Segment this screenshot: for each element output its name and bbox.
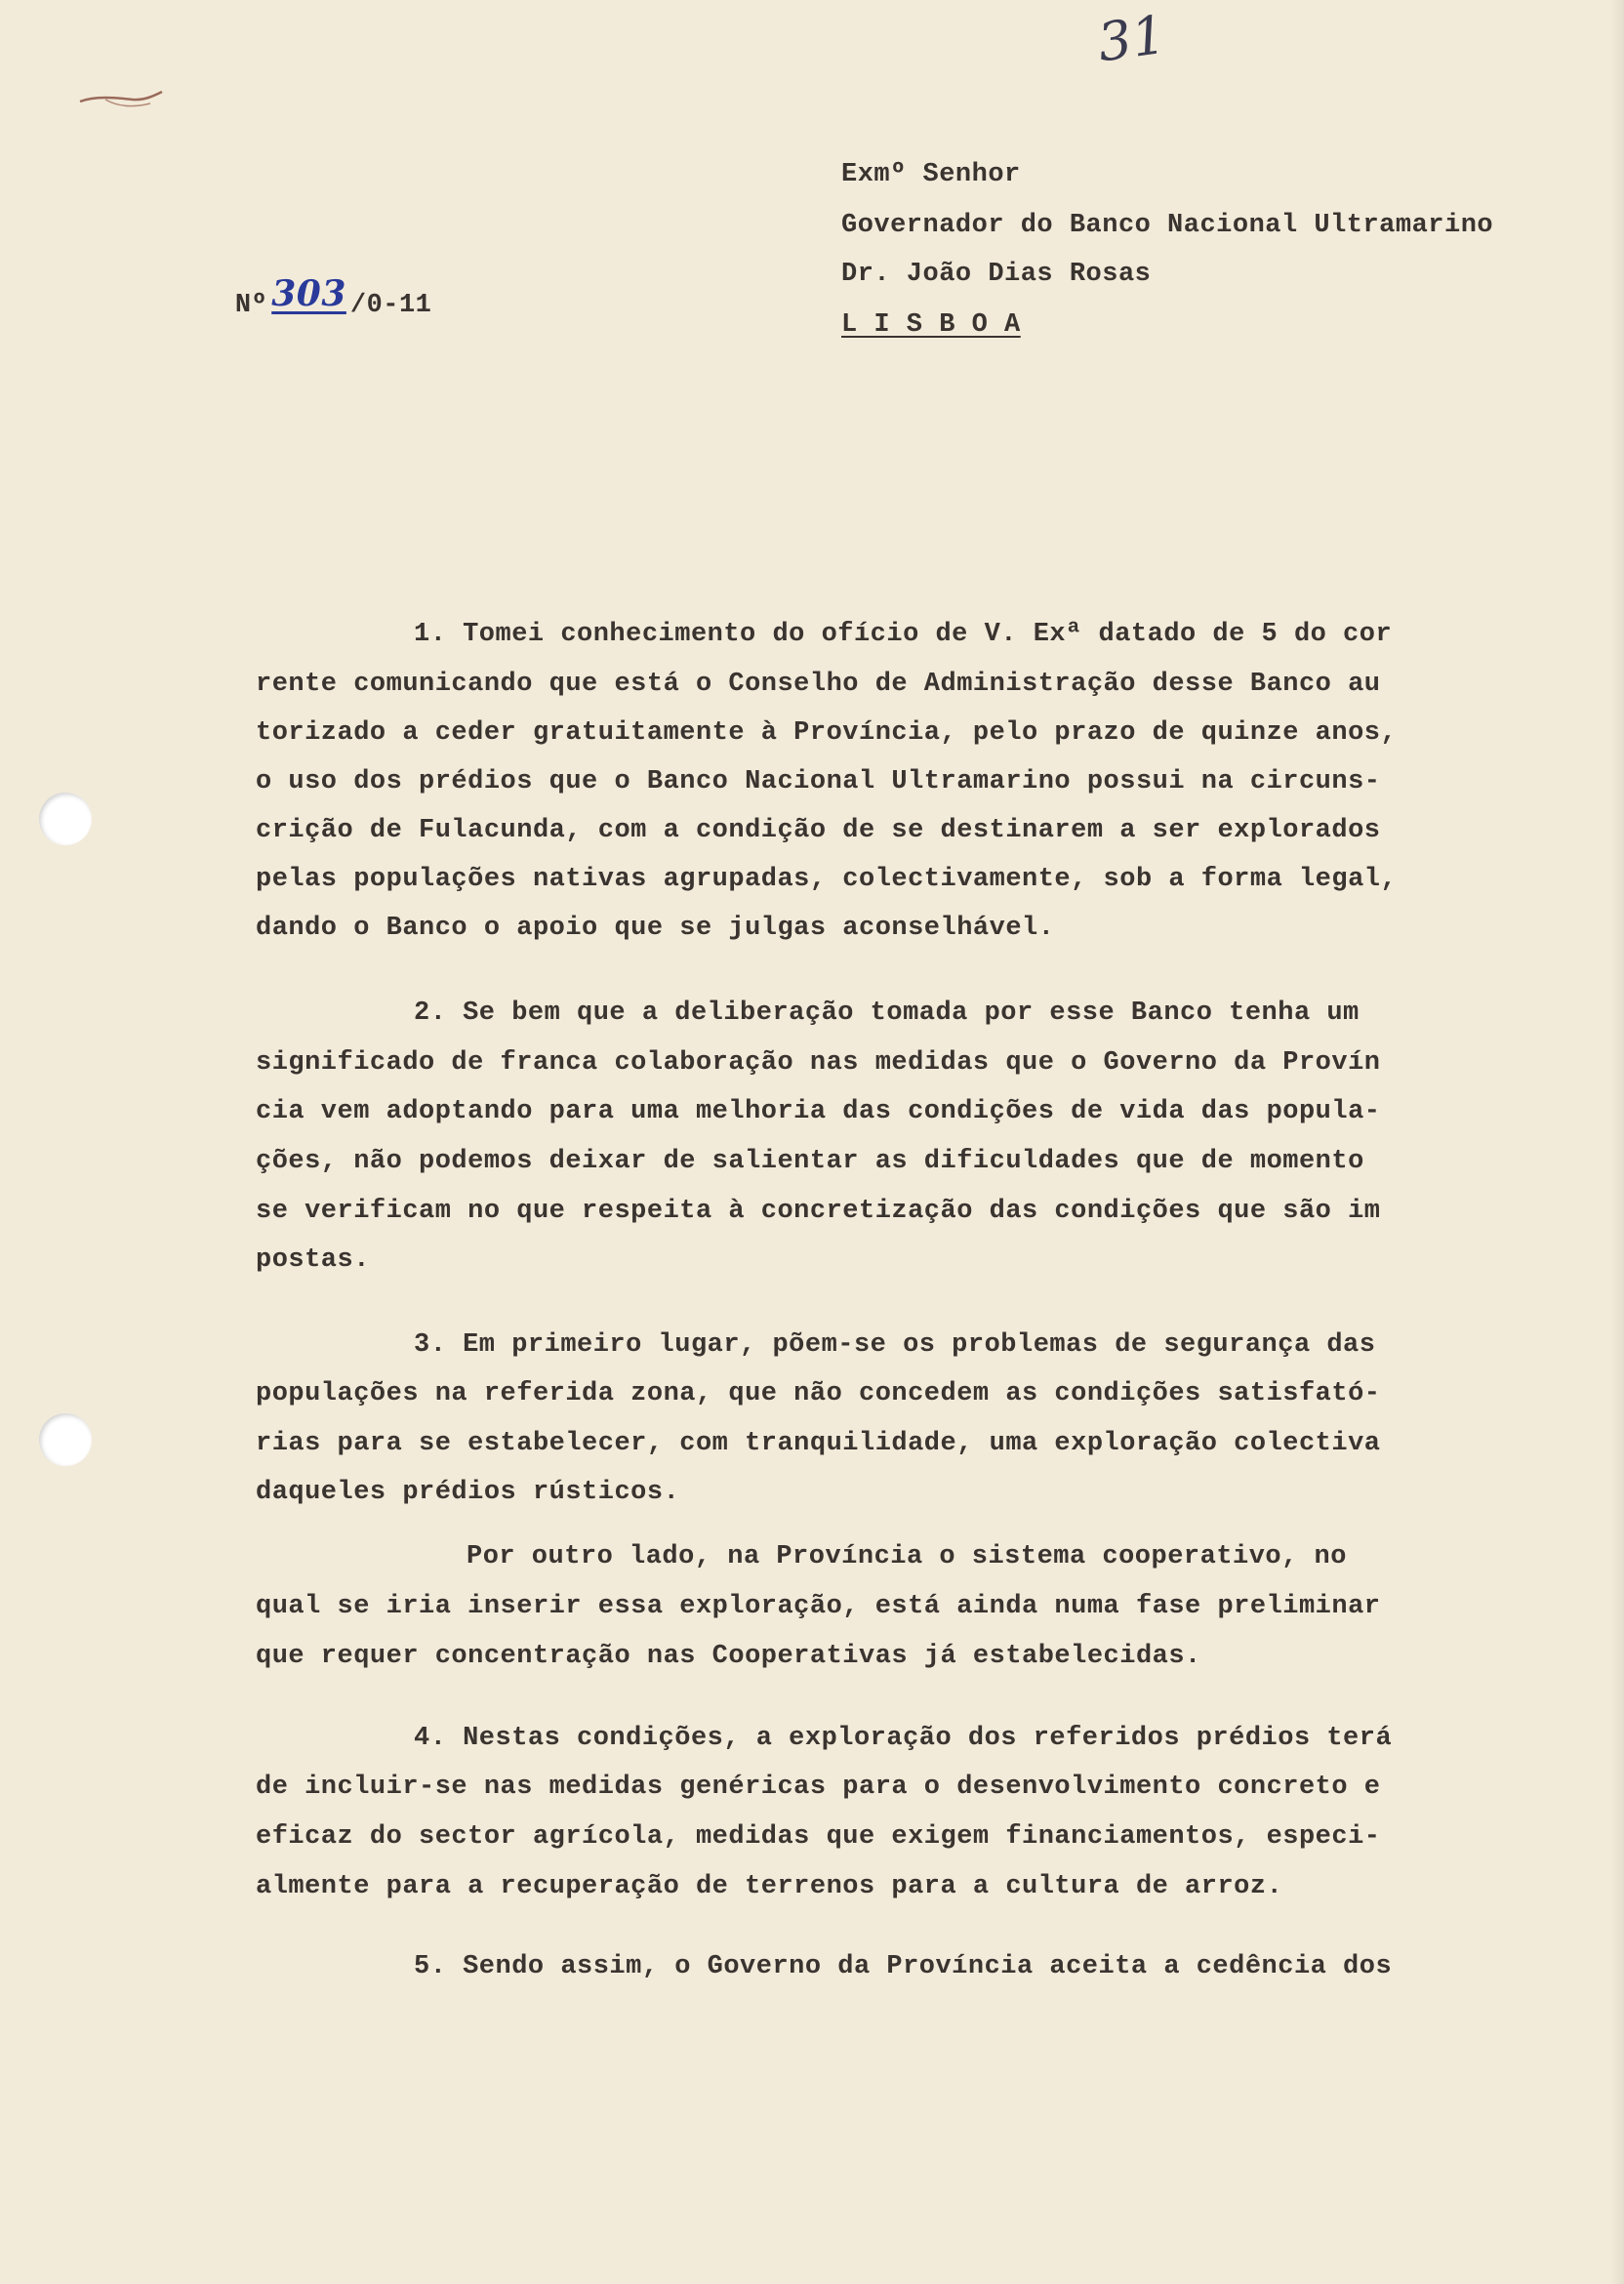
p3-line: 3. Em primeiro lugar, põem-se os problemas de segurança das: [414, 1330, 1376, 1360]
p3b-line: qual se iria inserir essa exploração, está ainda numa fase preliminar: [256, 1592, 1381, 1621]
address-title: Governador do Banco Nacional Ultramarino: [841, 211, 1494, 240]
address-salutation: Exmº Senhor: [841, 160, 1021, 189]
p2-line: 2. Se bem que a deliberação tomada por esse Banco tenha um: [414, 999, 1360, 1028]
p2-line: cia vem adoptando para uma melhoria das condições de vida das popula-: [256, 1097, 1381, 1126]
p4-line: eficaz do sector agrícola, medidas que exigem financiamentos, especi-: [256, 1822, 1381, 1852]
p4-line: de incluir-se nas medidas genéricas para o desenvolvimento concreto e: [256, 1773, 1381, 1802]
address-name: Dr. João Dias Rosas: [841, 260, 1152, 289]
p1-line: crição de Fulacunda, com a condição de se destinarem a ser explorados: [256, 816, 1381, 845]
reference-prefix: Nº: [234, 291, 268, 320]
handwritten-page-number: 31: [1093, 3, 1170, 74]
address-city: L I S B O A: [841, 310, 1021, 340]
reference-suffix: /0-11: [349, 291, 432, 320]
p2-line: ções, não podemos deixar de salientar as dificuldades que de momento: [256, 1147, 1364, 1176]
p1-line: pelas populações nativas agrupadas, colectivamente, sob a forma legal,: [256, 865, 1398, 894]
p3-line: daqueles prédios rústicos.: [256, 1478, 680, 1507]
p4-line: 4. Nestas condições, a exploração dos referidos prédios terá: [414, 1724, 1393, 1753]
page-edge-shadow: [1610, 0, 1624, 2284]
p3-line: rias para se estabelecer, com tranquilidade, uma exploração colectiva: [256, 1429, 1381, 1458]
p3b-line: Por outro lado, na Província o sistema cooperativo, no: [467, 1542, 1347, 1571]
paperclip-rust-mark: [76, 86, 166, 115]
p3-line: populações na referida zona, que não concedem as condições satisfató-: [256, 1379, 1381, 1408]
handwritten-reference-number: 303: [271, 273, 346, 314]
p1-line: dando o Banco o apoio que se julgas aconselhável.: [256, 914, 1055, 943]
p1-line: torizado a ceder gratuitamente à Província, pelo prazo de quinze anos,: [256, 718, 1398, 748]
p2-line: postas.: [256, 1245, 370, 1275]
p1-line: o uso dos prédios que o Banco Nacional Ultramarino possui na circuns-: [256, 767, 1381, 796]
p2-line: significado de franca colaboração nas medidas que o Governo da Provín: [256, 1048, 1381, 1078]
p3b-line: que requer concentração nas Cooperativas já estabelecidas.: [256, 1642, 1201, 1671]
punch-hole-top: [39, 793, 92, 845]
p1-line: 1. Tomei conhecimento do ofício de V. Exª datado de 5 do cor: [414, 620, 1393, 649]
p2-line: se verificam no que respeita à concretização das condições que são im: [256, 1197, 1381, 1226]
p5-line: 5. Sendo assim, o Governo da Província aceita a cedência dos: [414, 1952, 1393, 1981]
p4-line: almente para a recuperação de terrenos para a cultura de arroz.: [256, 1872, 1283, 1901]
punch-hole-bottom: [39, 1413, 92, 1466]
reference-number: [170, 256, 431, 346]
p1-line: rente comunicando que está o Conselho de Administração desse Banco au: [256, 670, 1381, 699]
